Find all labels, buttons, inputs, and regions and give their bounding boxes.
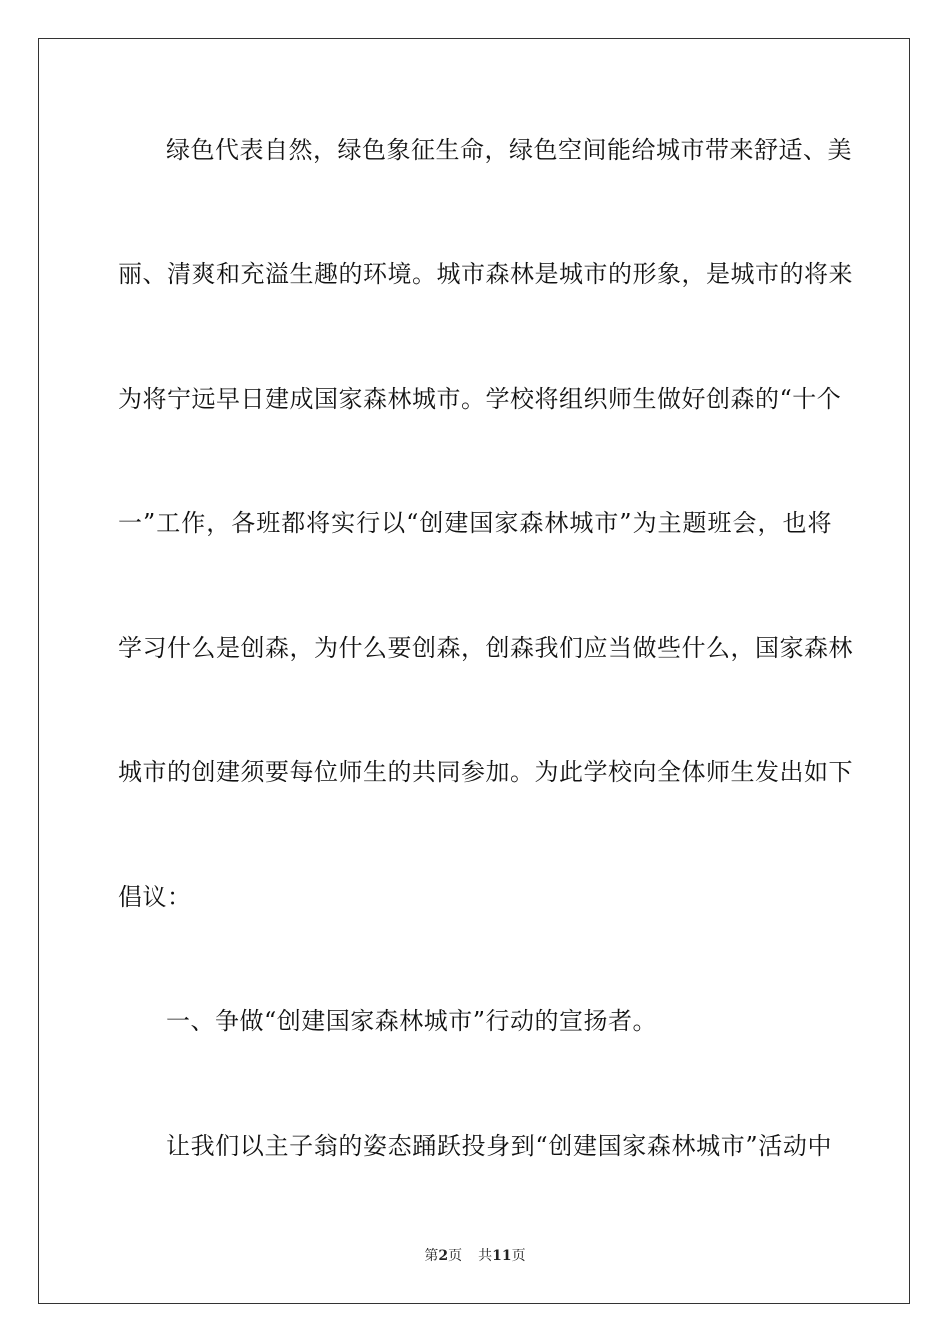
text-line-3: 为将宁远早日建成国家森林城市。学校将组织师生做好创森的“十个 [118,385,842,413]
page-footer [0,1246,950,1266]
text-line-1: 绿色代表自然，绿色象征生命，绿色空间能给城市带来舒适、美 [166,136,852,164]
page-border [38,38,910,1304]
text-line-7: 倡议： [118,883,192,911]
text-line-9: 让我们以主子翁的姿态踊跃投身到“创建国家森林城市”活动中 [166,1132,832,1160]
page-suffix: 页 [448,1248,463,1264]
text-line-4: 一”工作，各班都将实行以“创建国家森林城市”为主题班会，也将 [118,509,832,537]
text-line-6: 城市的创建须要每位师生的共同参加。为此学校向全体师生发出如下 [118,758,853,786]
total-prefix: 共 [478,1248,493,1264]
total-pages: 11 [492,1248,512,1264]
page-prefix: 第 [424,1248,439,1264]
text-line-2: 丽、清爽和充溢生趣的环境。城市森林是城市的形象，是城市的将来 [118,260,853,288]
text-line-5: 学习什么是创森，为什么要创森，创森我们应当做些什么，国家森林 [118,634,853,662]
page-number: 2 [438,1248,449,1264]
total-suffix: 页 [511,1248,526,1264]
section-heading-1: 一、争做“创建国家森林城市”行动的宣扬者。 [166,1007,658,1035]
